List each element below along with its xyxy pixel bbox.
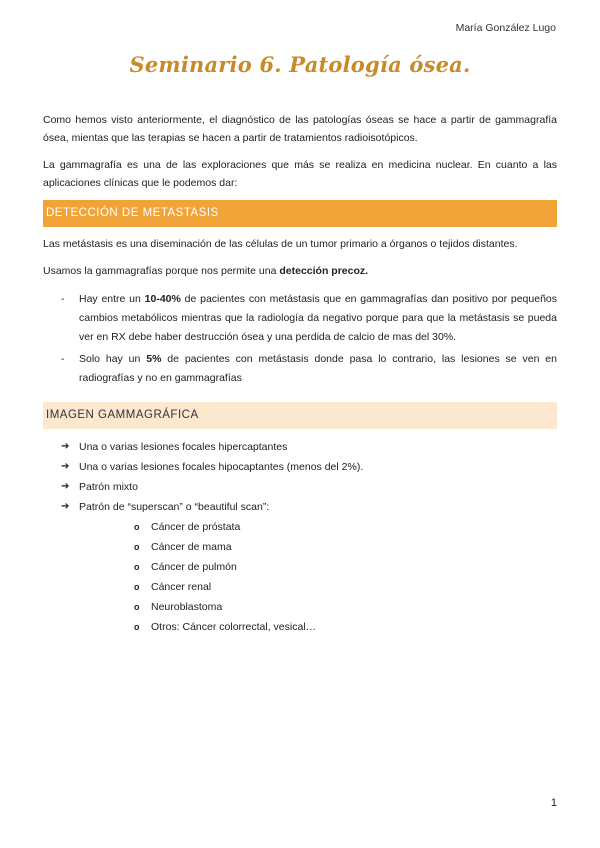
sub-item-text: Cáncer de pulmón bbox=[151, 561, 237, 573]
bullet-text: de pacientes con metástasis donde pasa lo contrario, las lesiones se ven en radiografías y no en gammagrafías bbox=[79, 353, 557, 384]
list-item-text: Patrón de “superscan” o “beautiful scan”: bbox=[79, 501, 270, 513]
list-item bbox=[43, 477, 557, 497]
list-item-text: Patrón mixto bbox=[79, 481, 138, 493]
circle-bullet-icon: o bbox=[134, 562, 140, 572]
bullet-text: Hay entre un bbox=[79, 293, 145, 305]
arrow-icon: ➔ bbox=[61, 501, 70, 512]
circle-bullet-icon: o bbox=[134, 542, 140, 552]
bullet-bold: 10-40% bbox=[144, 293, 181, 305]
bullet-bold: 5% bbox=[146, 353, 162, 365]
sub-list-item bbox=[79, 617, 557, 637]
author-name: María González Lugo bbox=[455, 22, 556, 34]
document-body bbox=[43, 111, 557, 637]
sub-list-item bbox=[79, 537, 557, 557]
page-number: 1 bbox=[550, 797, 557, 809]
sub-item-text: Cáncer de próstata bbox=[151, 521, 241, 533]
sub-item-text: Cáncer renal bbox=[151, 581, 212, 593]
list-item-text: Una o varias lesiones focales hipercaptantes bbox=[79, 441, 288, 453]
bullet-text: Solo hay un bbox=[79, 353, 147, 365]
metastasis-usage bbox=[43, 262, 557, 280]
intro-paragraph-2: La gammagrafía es una de las exploraciones que más se realiza en medicina nuclear. En cuanto a las aplicaciones clínicas que le podemos dar: bbox=[43, 159, 557, 189]
circle-bullet-icon: o bbox=[134, 602, 140, 612]
list-item bbox=[43, 457, 557, 477]
sub-list-item bbox=[79, 517, 557, 537]
metastasis-bullets bbox=[43, 290, 557, 388]
circle-bullet-icon: o bbox=[134, 522, 140, 532]
sub-item-text: Neuroblastoma bbox=[151, 601, 223, 613]
usage-text: Usamos la gammagrafías porque nos permite una bbox=[43, 265, 280, 277]
list-item-text: Una o varias lesiones focales hipocaptantes (menos del 2%). bbox=[79, 461, 364, 473]
section-heading-imagen: IMAGEN GAMMAGRÁFICA bbox=[43, 402, 557, 429]
circle-bullet-icon: o bbox=[134, 582, 140, 592]
arrow-icon: ➔ bbox=[61, 481, 70, 492]
list-item bbox=[43, 290, 557, 347]
page-title: Seminario 6. Patología ósea. bbox=[129, 52, 471, 77]
sub-list-item bbox=[79, 597, 557, 617]
sub-item-text: Otros: Cáncer colorrectal, vesical… bbox=[151, 621, 317, 633]
list-item bbox=[43, 497, 557, 637]
arrow-icon: ➔ bbox=[61, 441, 70, 452]
usage-bold: detección precoz. bbox=[279, 265, 369, 277]
list-item bbox=[43, 437, 557, 457]
sub-list-item bbox=[79, 557, 557, 577]
metastasis-definition: Las metástasis es una diseminación de las células de un tumor primario a órganos o tejidos distantes. bbox=[43, 238, 518, 250]
list-item bbox=[43, 350, 557, 388]
superscan-sublist bbox=[79, 517, 557, 637]
intro-paragraph-1: Como hemos visto anteriormente, el diagnóstico de las patologías óseas se hace a partir de gammagrafía ósea, mientas que las terapias se hacen a partir de tratamientos radioisotópicos. bbox=[43, 114, 557, 144]
circle-bullet-icon: o bbox=[134, 622, 140, 632]
imagen-list bbox=[43, 437, 557, 637]
bullet-text: de pacientes con metástasis que en gammagrafías dan positivo por pequeños cambios metabólicos mientras que la radiología da negativo porque para que la metástasis se pueda ver en RX debe haber destrucción ósea y una perdida de calcio de mas del 30%. bbox=[79, 293, 557, 343]
section-heading-metastasis: DETECCIÓN DE METASTASIS bbox=[43, 200, 557, 227]
dash-marker: - bbox=[61, 293, 65, 305]
arrow-icon: ➔ bbox=[61, 461, 70, 472]
sub-list-item bbox=[79, 577, 557, 597]
dash-marker: - bbox=[61, 353, 65, 365]
sub-item-text: Cáncer de mama bbox=[151, 541, 232, 553]
